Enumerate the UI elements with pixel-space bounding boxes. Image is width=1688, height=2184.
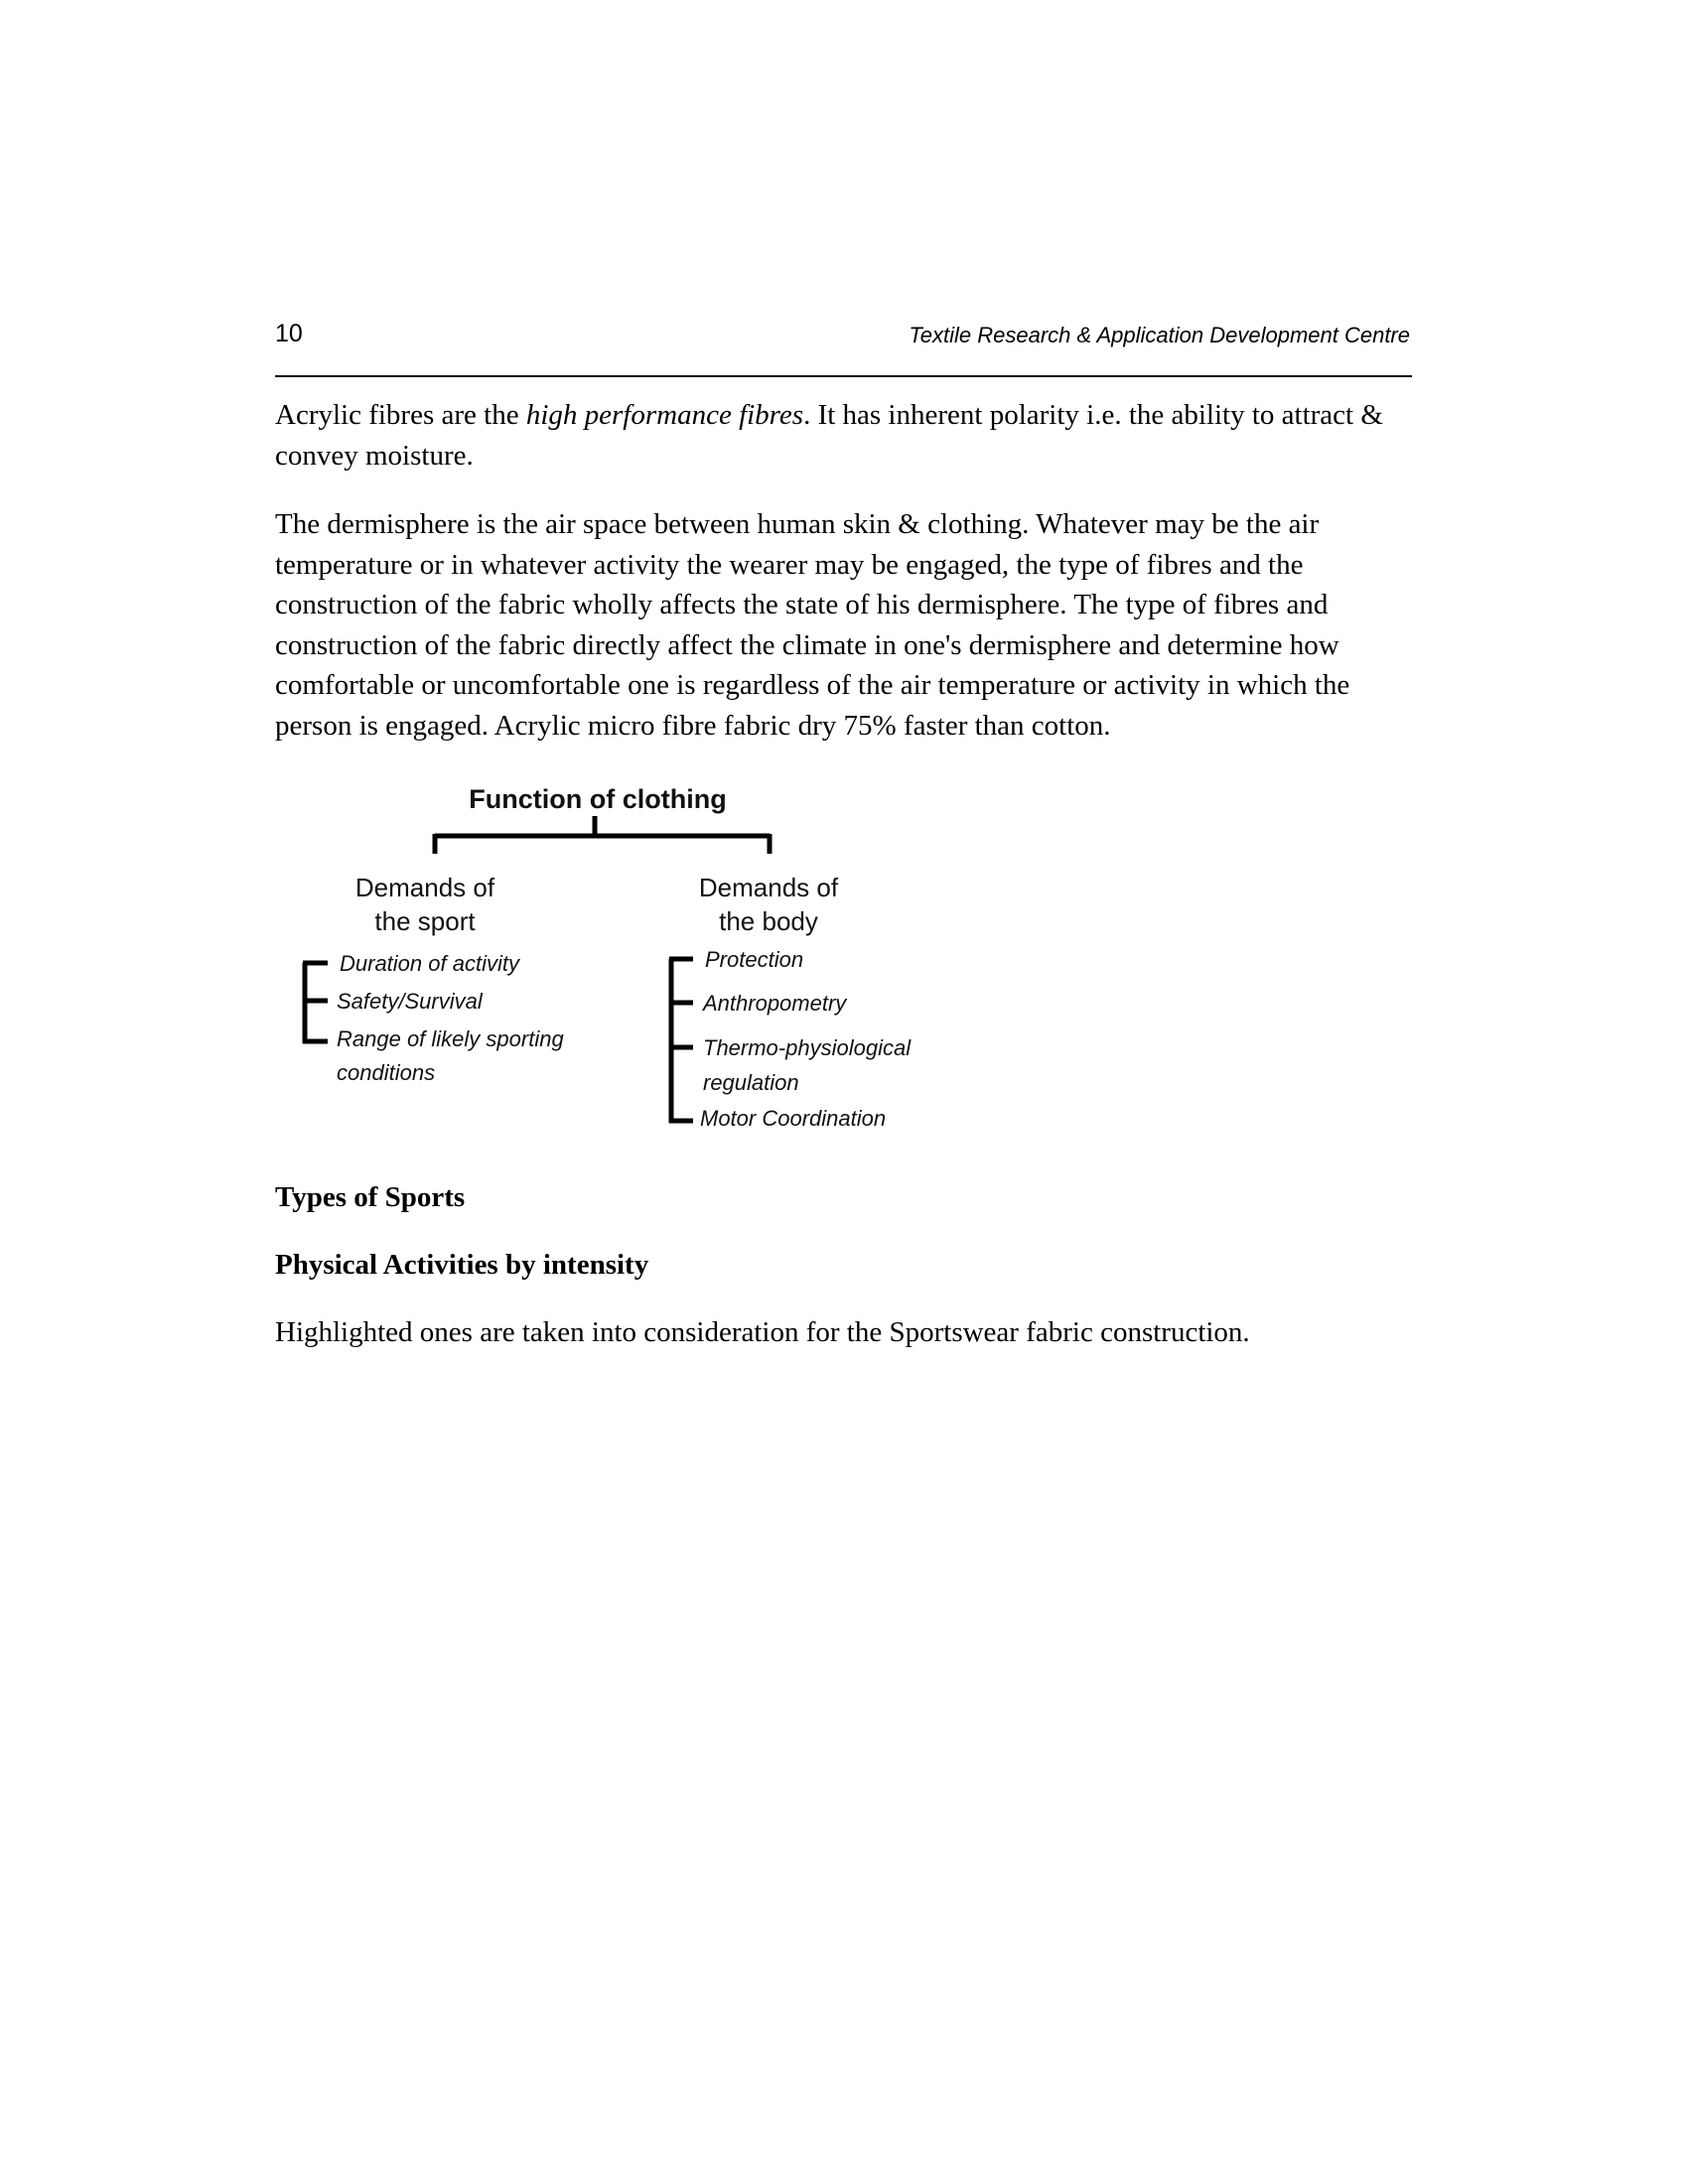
right-item-anthropometry: Anthropometry xyxy=(703,991,847,1016)
diagram-title: Function of clothing xyxy=(469,784,727,814)
highlight-note-paragraph: Highlighted ones are taken into consideration for the Sportswear fabric construction. xyxy=(275,1316,1250,1348)
paragraph-acrylic-fibres-text-end: . It has inherent polarity i.e. the ability to attract & convey moisture. xyxy=(275,399,1383,472)
left-item-range-line2: conditions xyxy=(337,1060,436,1085)
paragraph-dermisphere: The dermisphere is the air space between human skin & clothing. Whatever may be the air temperature or in whatever activity the wearer may be engaged, the type of fibres and the construction of the fabric wholly affects the state of his dermisphere. The type of fibres and construction of the fabric directly affect the climate in one's dermisphere and determine how comfortable or uncomfortable one is regardless of the air temperature or activity in which the person is engaged. Acrylic micro fibre fabric dry 75% faster than cotton. xyxy=(275,508,1350,742)
page-number: 10 xyxy=(275,320,303,347)
physical-activities-heading: Physical Activities by intensity xyxy=(275,1249,649,1281)
emphasis-high-performance-fibres: high performance fibres xyxy=(525,399,804,431)
right-item-motor-coordination: Motor Coordination xyxy=(700,1106,887,1131)
left-item-duration: Duration of activity xyxy=(340,951,519,976)
right-item-protection: Protection xyxy=(705,947,804,972)
right-heading-line2: the body xyxy=(719,906,818,936)
left-item-range-line1: Range of likely sporting xyxy=(337,1026,564,1051)
running-header-title: Textile Research & Application Development Centre xyxy=(909,323,1410,347)
right-heading-line1: Demands of xyxy=(698,873,839,902)
right-item-thermo-line1: Thermo-physiological xyxy=(703,1035,912,1060)
function-of-clothing-diagram xyxy=(288,774,943,1152)
left-heading-line1: Demands of xyxy=(354,873,495,902)
right-item-thermo-line2: regulation xyxy=(703,1070,799,1095)
left-item-safety: Safety/Survival xyxy=(337,989,483,1014)
paragraph-acrylic-fibres xyxy=(275,395,1417,476)
header-rule xyxy=(275,375,1412,377)
left-heading-line2: the sport xyxy=(374,906,476,936)
paragraph-acrylic-fibres-text-start: Acrylic fibres are the xyxy=(275,399,526,431)
types-of-sports-heading: Types of Sports xyxy=(275,1181,466,1213)
